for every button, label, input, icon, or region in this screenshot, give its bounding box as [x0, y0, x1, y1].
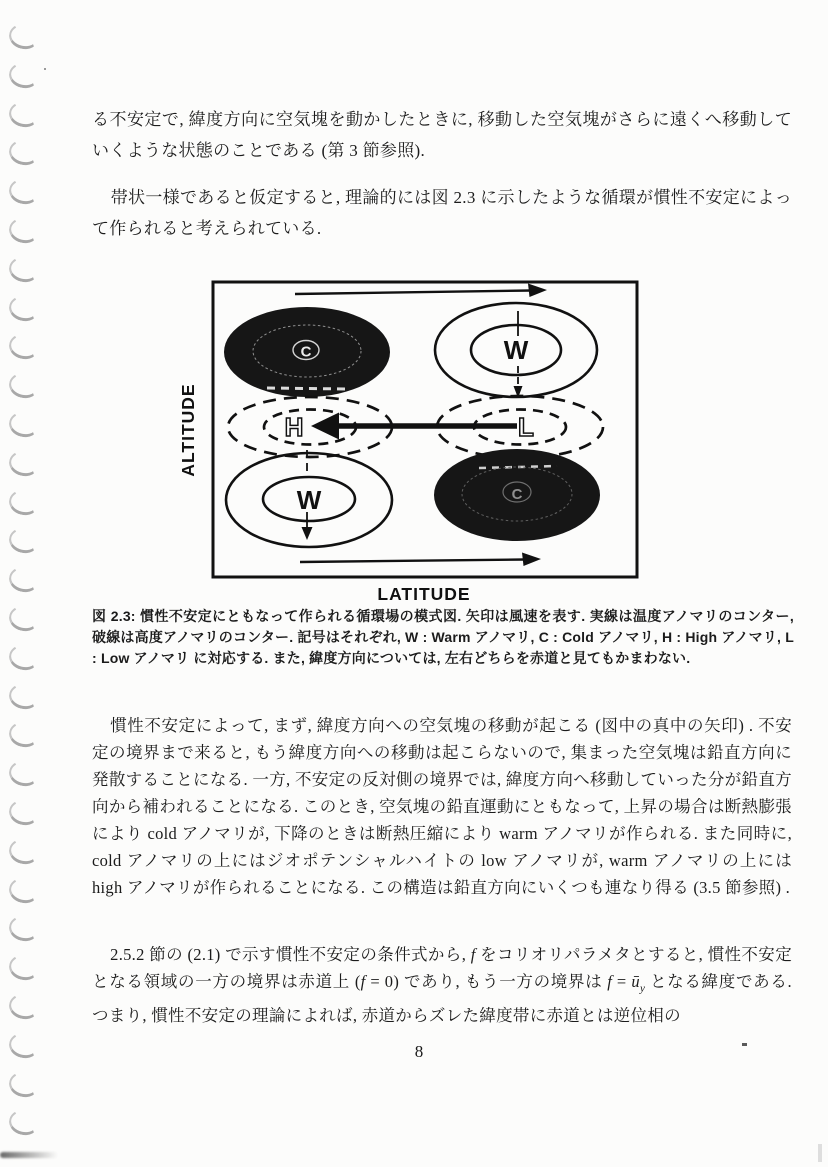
- math-ubar-symbol: ū: [631, 972, 640, 991]
- low-label: L: [518, 412, 534, 442]
- cold-anomaly-top-left: [224, 307, 390, 397]
- binding-hole: [7, 60, 42, 91]
- binding-hole: [7, 952, 42, 983]
- binding-hole: [7, 409, 42, 440]
- binding-hole: [7, 1108, 42, 1139]
- scan-speck: [44, 68, 46, 70]
- altitude-axis-label: ALTITUDE: [178, 383, 198, 477]
- paragraph-3: 慣性不安定によって, まず, 緯度方向への空気塊の移動が起こる (図中の真中の矢印) . 不安定の境界まで来ると, もう緯度方向への移動は起こらないので, 集まった空気塊は鉛直方向に発散することになる. 一方, 不安定の反対側の境界では, 緯度方向へ移動していった分が鉛直方向から補われることになる. このとき, 空気塊の鉛直運動にともなって, 上昇の場合は断熱膨張により cold アノマリが, 下降のときは断熱圧縮により warm アノマリが作られる. また同時に, cold アノマリの上にはジオポテンシャルハイトの low アノマリが, warm アノマリの上には high アノマリが作られることになる. この構造は鉛直方向にいくつも連なり得る (3.5 節参照) .: [92, 716, 792, 897]
- zonal-wind-arrow-top: [295, 284, 547, 298]
- paragraph-2: 帯状一様であると仮定すると, 理論的には図 2.3 に示したような循環が慣性不安定によって作られると考えられている.: [92, 188, 792, 238]
- binding-hole: [7, 875, 42, 906]
- page-number: 8: [414, 1042, 424, 1061]
- binding-hole: [7, 1069, 42, 1100]
- binding-hole: [7, 681, 42, 712]
- binding-hole: [7, 176, 42, 207]
- binding-hole: [7, 526, 42, 557]
- binding-hole: [7, 642, 42, 673]
- warm-label-bottom: W: [296, 485, 322, 515]
- math-f-symbol: f: [607, 972, 613, 991]
- p4-text-4: となる緯度である. つまり, 慣性不安定の理論によれば, 赤道からズレた緯度帯に赤道とは逆位相の: [92, 972, 792, 1026]
- cold-label-top: C: [300, 343, 312, 361]
- p4-text-0: 2.5.2 節の (2.1) で示す慣性不安定の条件式から,: [110, 945, 471, 964]
- math-subscript-y: y: [639, 982, 646, 995]
- math-f-symbol: f: [360, 972, 366, 991]
- high-label: H: [284, 412, 304, 442]
- binding-hole: [7, 138, 42, 169]
- binding-hole: [7, 758, 42, 789]
- binding-hole: [7, 21, 42, 52]
- warm-label-top: W: [503, 335, 529, 365]
- binding-hole: [7, 370, 42, 401]
- binding-hole: [7, 797, 42, 828]
- binding-hole: [7, 215, 42, 246]
- scan-smudge-bottom-left: [0, 1152, 58, 1158]
- binding-hole: [7, 332, 42, 363]
- figure-2-3-diagram: [177, 278, 647, 608]
- scan-mark-right-edge: [818, 1144, 822, 1162]
- paragraph-4: [92, 941, 792, 1029]
- binding-hole: [7, 991, 42, 1022]
- warm-anomaly-top-right: [435, 303, 597, 398]
- binding-hole: [7, 836, 42, 867]
- binding-hole: [7, 564, 42, 595]
- figure-caption: 図 2.3: 慣性不安定にともなって作られる循環場の模式図. 矢印は風速を表す. 実線は温度アノマリのコンター, 破線は高度アノマリのコンター. 記号はそれぞれ, W : Warm アノマリ, C : Cold アノマリ, H : High アノマリ, L : Low アノマリ に対応する. また, 緯度方向については, 左右どちらを赤道と見てもかまわない.: [92, 608, 794, 666]
- math-f-symbol: f: [470, 945, 476, 964]
- binding-hole: [7, 448, 42, 479]
- binding-hole: [7, 254, 42, 285]
- binding-hole: [7, 293, 42, 324]
- binding-hole: [7, 914, 42, 945]
- binding-hole: [7, 487, 42, 518]
- scan-speck: [742, 1043, 747, 1046]
- binding-hole: [7, 603, 42, 634]
- binding-hole: [7, 720, 42, 751]
- warm-anomaly-bottom-left: [226, 450, 392, 547]
- p4-text-2: = 0) であり, もう一方の境界は: [365, 972, 608, 991]
- latitude-axis-label: LATITUDE: [377, 584, 471, 604]
- cold-label-bottom: C: [511, 486, 523, 503]
- p4-text-3: =: [612, 972, 632, 991]
- cold-anomaly-bottom-right: [434, 449, 600, 541]
- p4-text-1: をコリオリパラメタとすると, 慣性不安定となる領域の一方の境界は赤道上 (: [92, 945, 792, 991]
- binding-hole: [7, 99, 42, 130]
- paragraph-continuation: る不安定で, 緯度方向に空気塊を動かしたときに, 移動した空気塊がさらに遠くへ移動していくような状態のことである (第 3 節参照).: [92, 110, 792, 160]
- zonal-wind-arrow-bottom: [300, 553, 541, 567]
- spiral-binding: [0, 0, 60, 1167]
- circulation-schematic: [177, 278, 647, 608]
- binding-hole: [7, 1030, 42, 1061]
